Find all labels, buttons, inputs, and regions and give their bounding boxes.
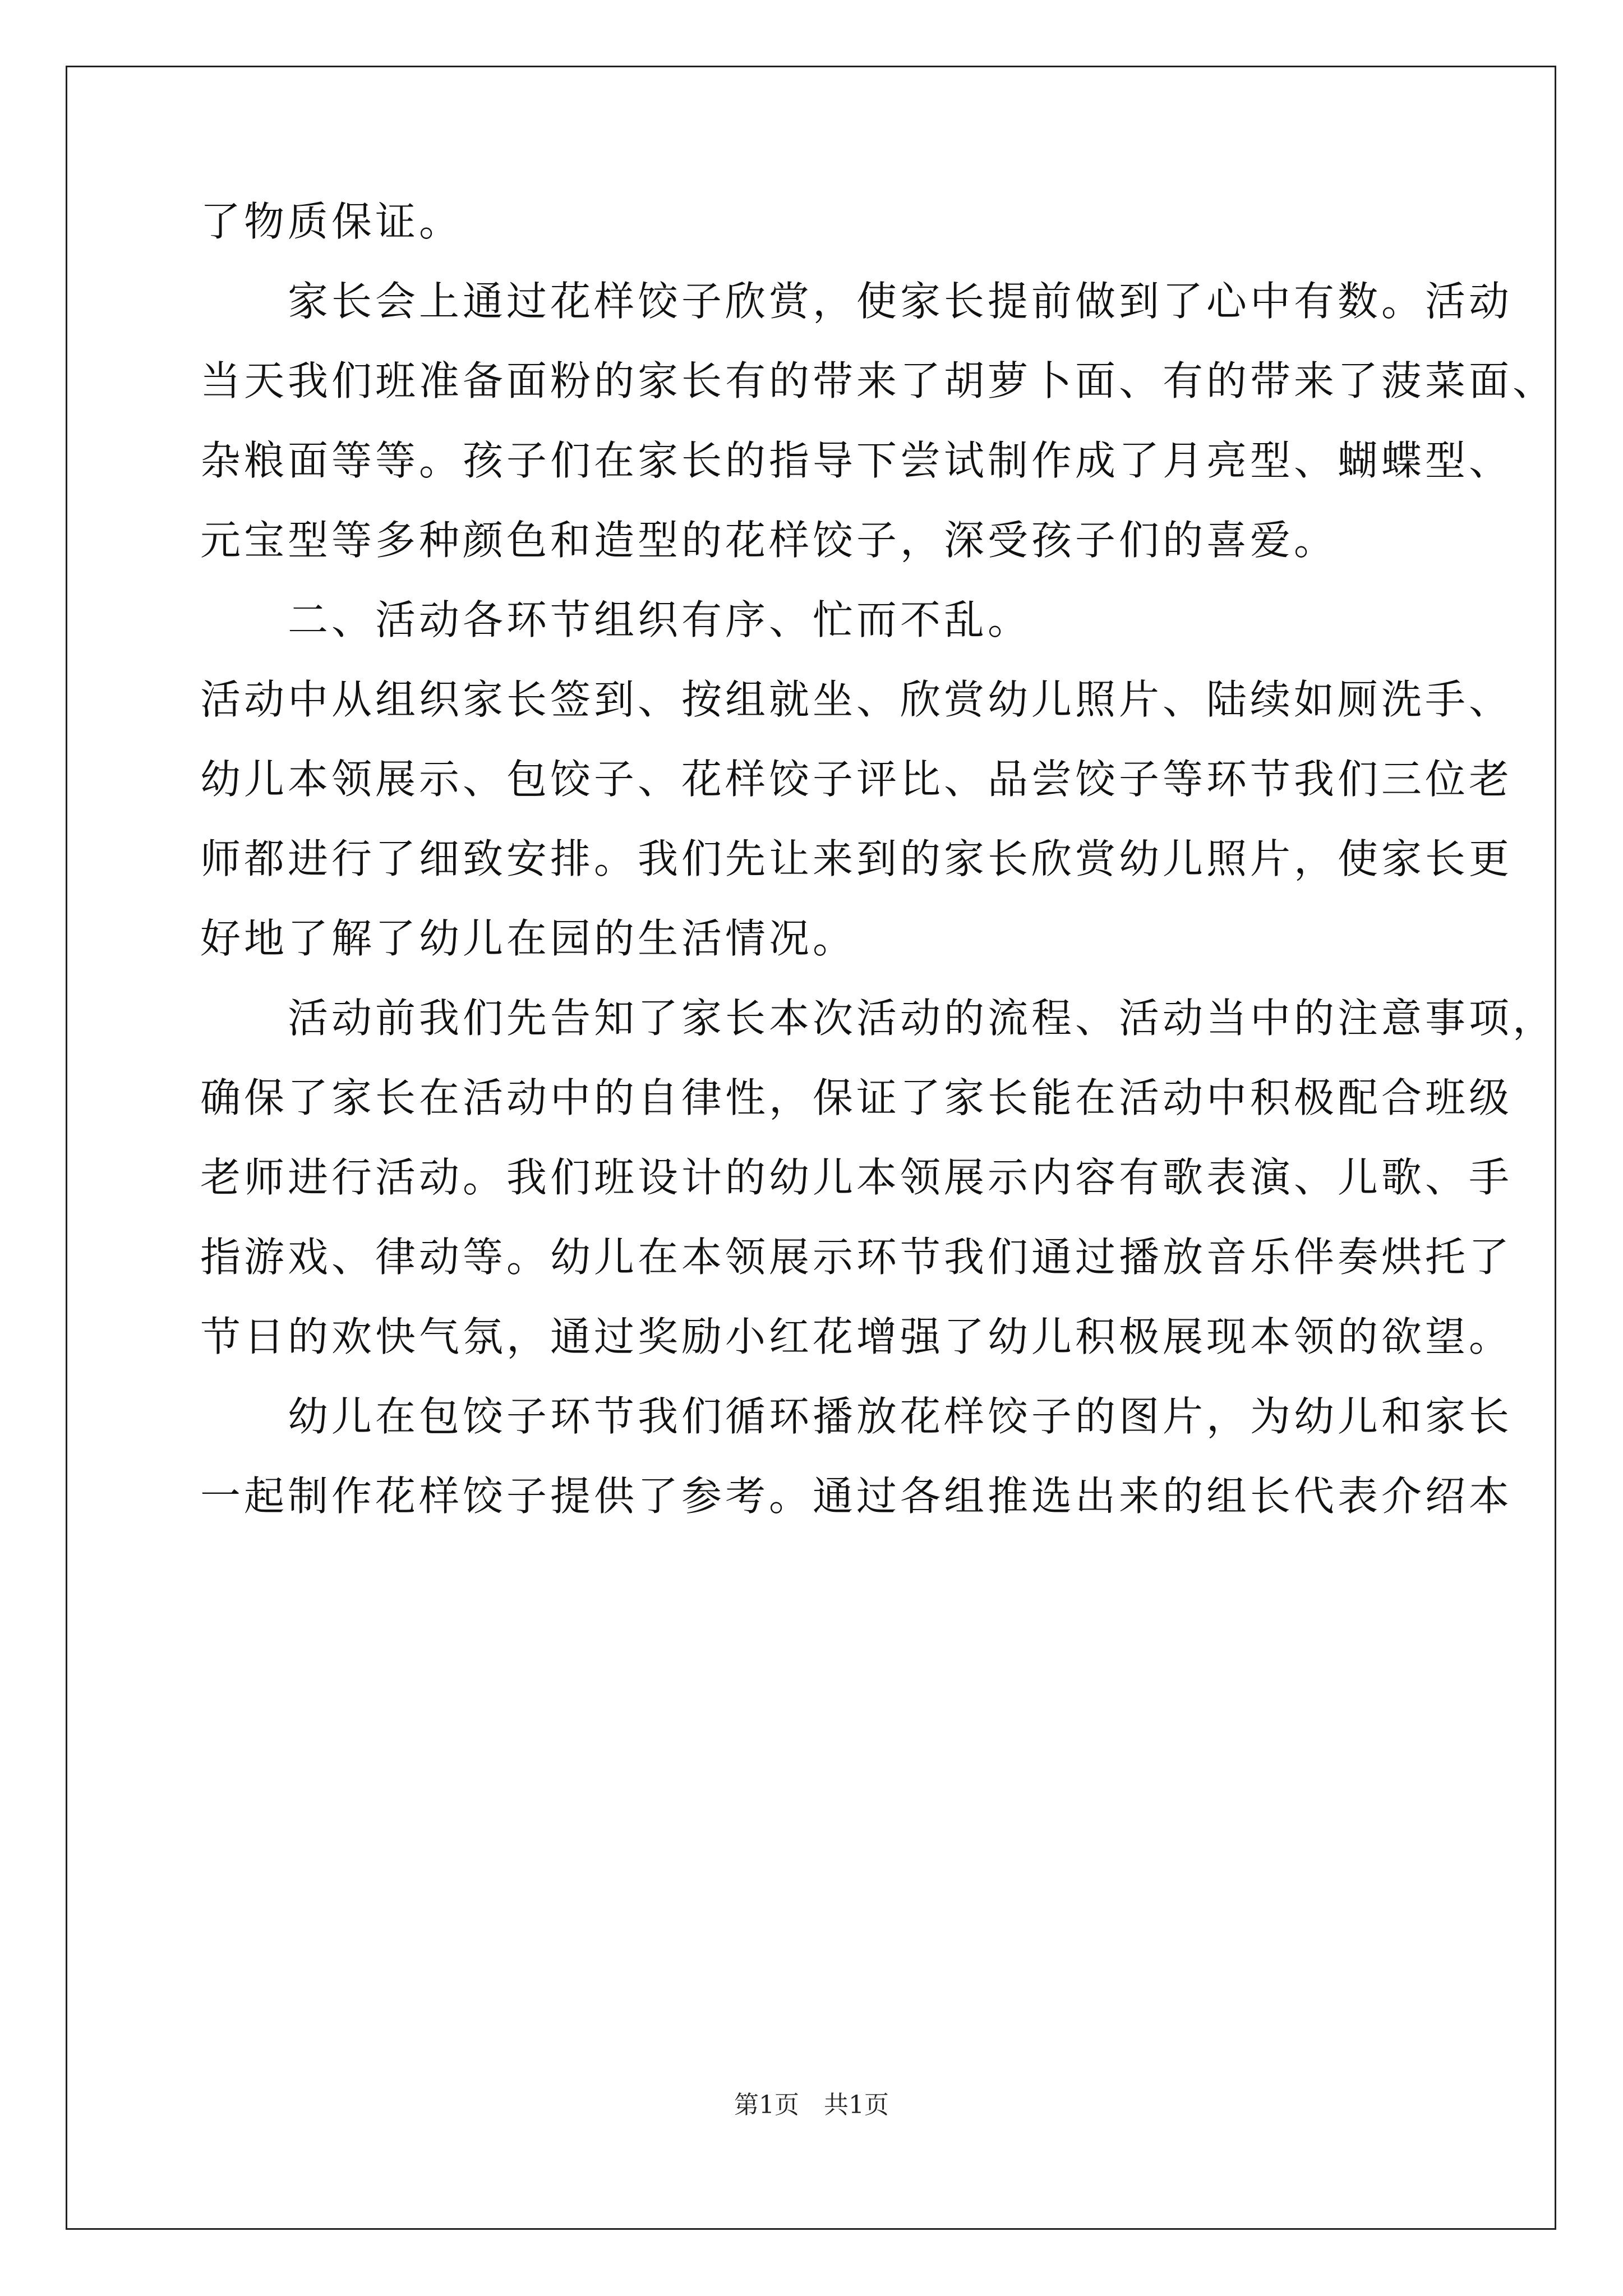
text-line: 当天我们班准备面粉的家长有的带来了胡萝卜面、有的带来了菠菜面、 [200,357,1557,404]
text-line: 活动中从组织家长签到、按组就坐、欣赏幼儿照片、陆续如厕洗手、 [200,676,1513,723]
text-line: 杂粮面等等。孩子们在家长的指导下尝试制作成了月亮型、蝴蝶型、 [200,437,1513,484]
page-footer: 第1页 共1页 [734,2091,889,2119]
text-line: 了物质保证。 [200,198,463,245]
text-line: 幼儿本领展示、包饺子、花样饺子评比、品尝饺子等环节我们三位老 [200,756,1513,803]
text-line: 元宝型等多种颜色和造型的花样饺子，深受孩子们的喜爱。 [200,517,1338,564]
text-line: 老师进行活动。我们班设计的幼儿本领展示内容有歌表演、儿歌、手 [200,1154,1513,1201]
text-line: 指游戏、律动等。幼儿在本领展示环节我们通过播放音乐伴奏烘托了 [200,1234,1513,1281]
text-line: 一起制作花样饺子提供了参考。通过各组推选出来的组长代表介绍本 [200,1473,1513,1520]
text-line: 确保了家长在活动中的自律性，保证了家长能在活动中积极配合班级 [200,1074,1513,1121]
text-line: 活动前我们先告知了家长本次活动的流程、活动当中的注意事项， [200,995,1557,1042]
text-line: 家长会上通过花样饺子欣赏，使家长提前做到了心中有数。活动 [200,278,1513,325]
text-line: 师都进行了细致安排。我们先让来到的家长欣赏幼儿照片，使家长更 [200,835,1513,882]
text-line: 节日的欢快气氛，通过奖励小红花增强了幼儿积极展现本领的欲望。 [200,1313,1513,1360]
text-line: 幼儿在包饺子环节我们循环播放花样饺子的图片，为幼儿和家长 [200,1393,1513,1440]
text-line: 二、活动各环节组织有序、忙而不乱。 [200,596,1032,643]
text-line: 好地了解了幼儿在园的生活情况。 [200,915,857,962]
